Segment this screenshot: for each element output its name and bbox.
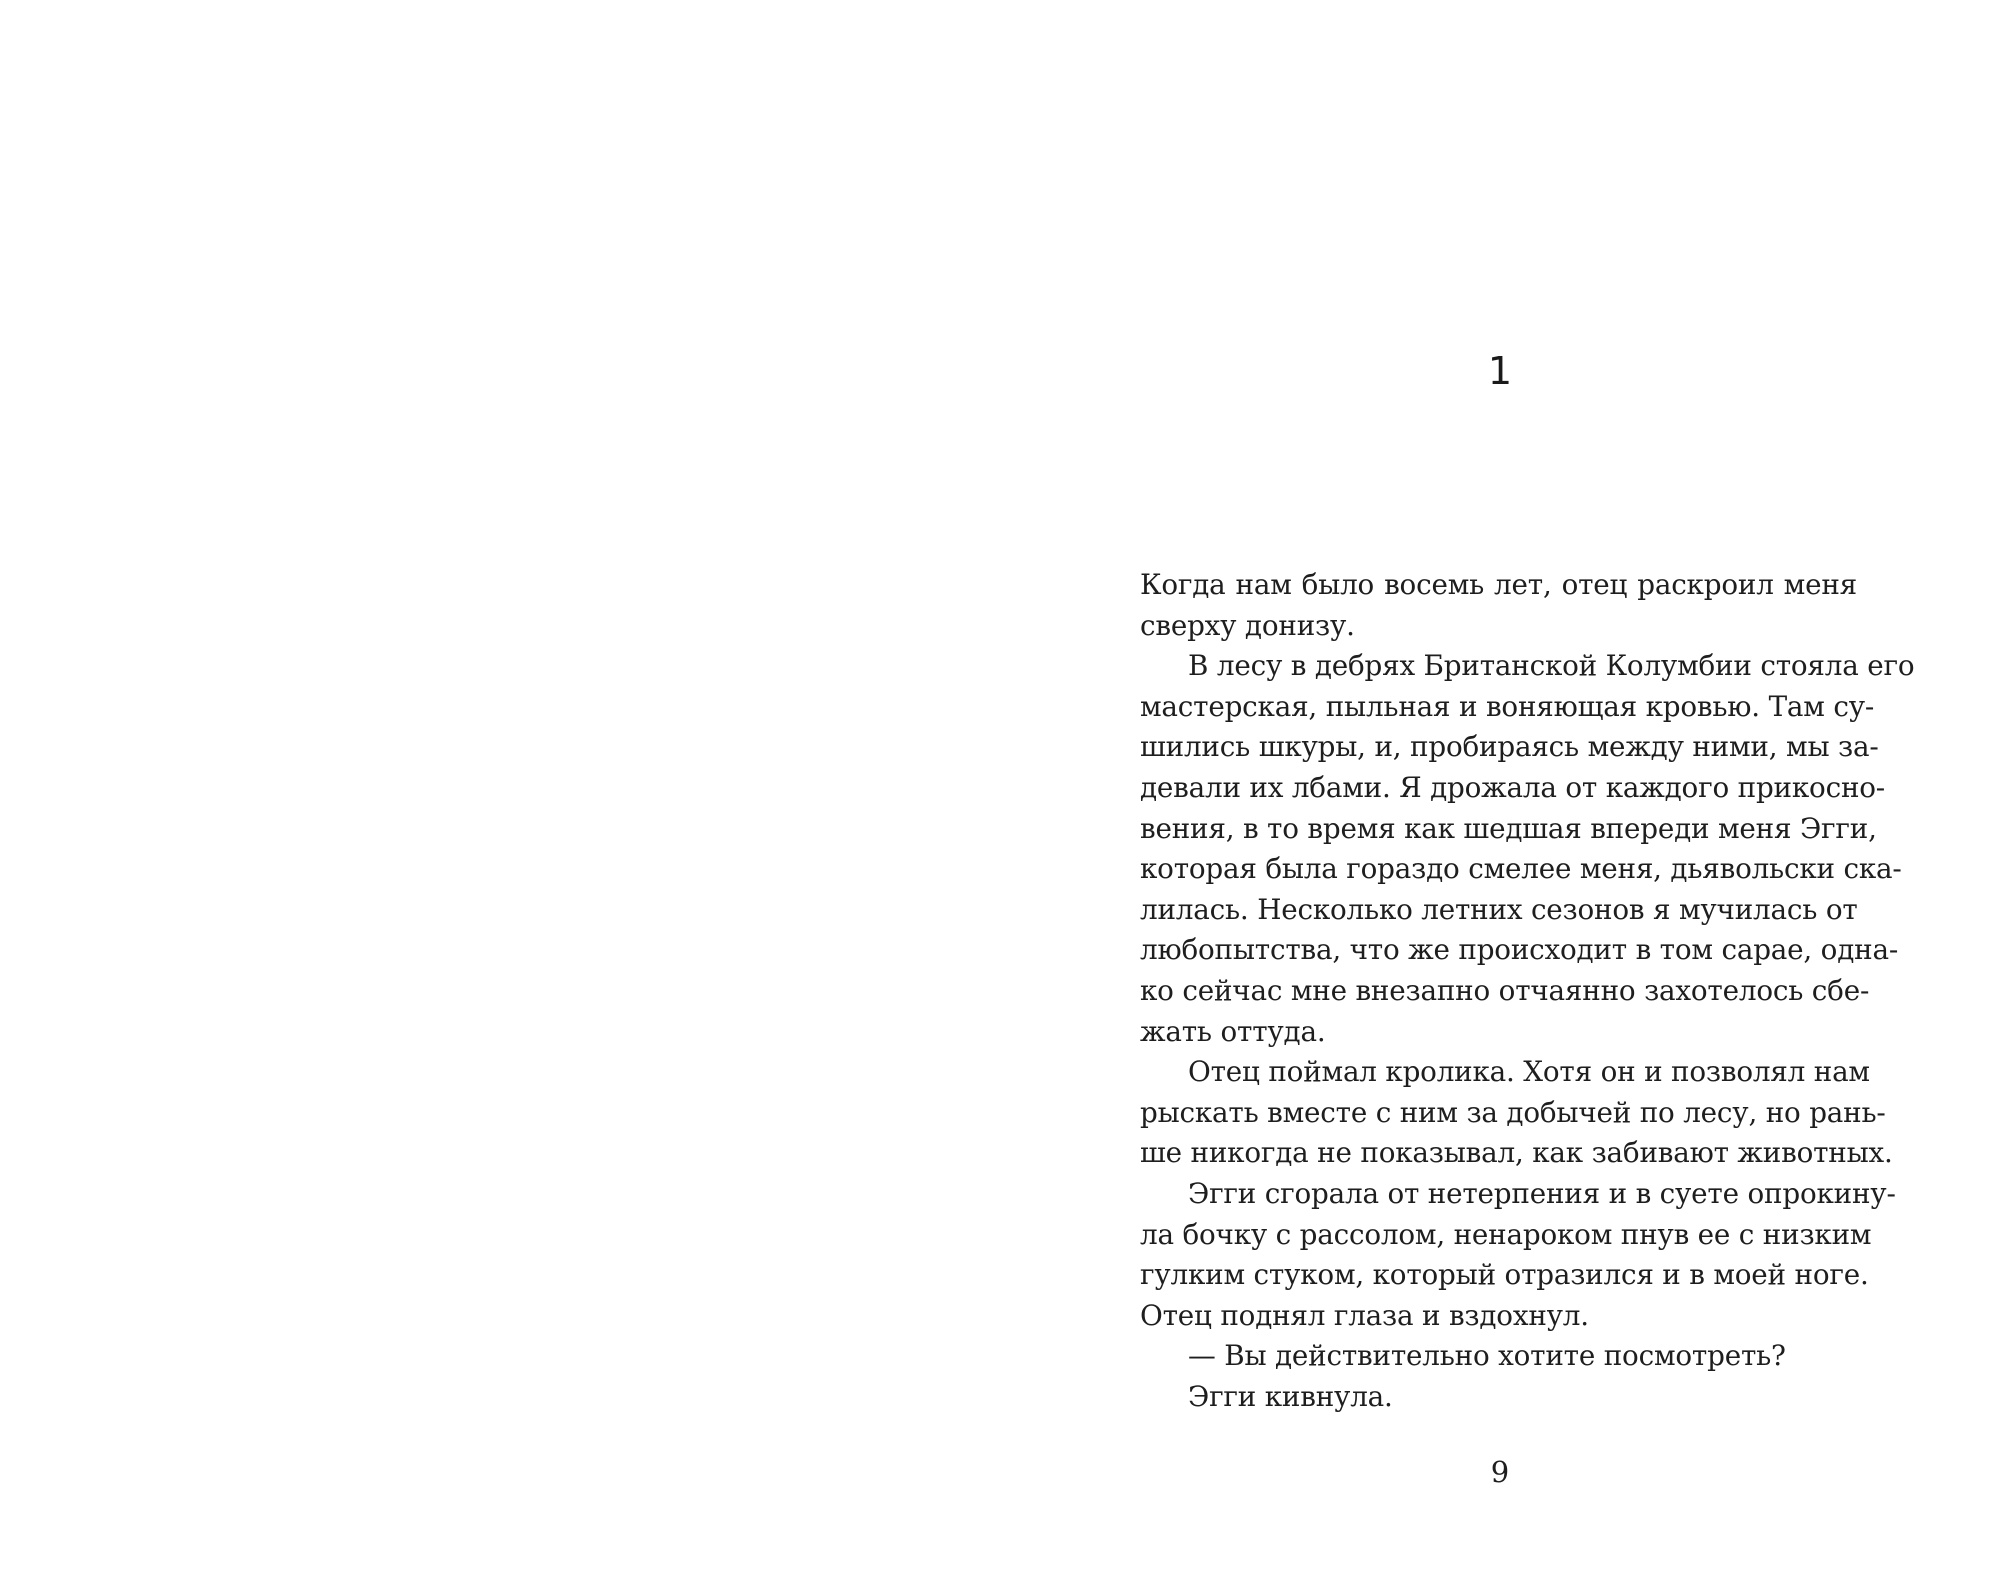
text-line: Отец поймал кролика. Хотя он и позволял нам — [1188, 1055, 1870, 1089]
text-line: лилась. Несколько летних сезонов я мучилась от — [1140, 892, 1858, 926]
text-line: жать оттуда. — [1140, 1014, 1326, 1048]
text-line: Когда нам было восемь лет, отец раскроил меня — [1140, 568, 1857, 601]
text-line: девали их лбами. Я дрожала от каждого прикосно- — [1140, 770, 1885, 804]
text-line: Эгги сгорала от нетерпения и в суете опрокину- — [1188, 1176, 1896, 1210]
text-line: сверху донизу. — [1140, 608, 1355, 642]
text-line: которая была гораздо смелее меня, дьявольски ска- — [1140, 852, 1902, 886]
text-line: мастерская, пыльная и воняющая кровью. Там су- — [1140, 689, 1875, 723]
text-line: гулким стуком, который отразился и в моей ноге. — [1140, 1258, 1869, 1292]
text-line: — Вы действительно хотите посмотреть? — [1188, 1339, 1786, 1373]
text-line: Эгги кивнула. — [1188, 1379, 1393, 1413]
text-line: ла бочку с рассолом, ненароком пнув ее с низким — [1140, 1217, 1872, 1251]
text-line: шились шкуры, и, пробираясь между ними, мы за- — [1140, 730, 1879, 764]
text-line: любопытства, что же происходит в том сарае, одна- — [1140, 933, 1899, 967]
text-line: ше никогда не показывал, как забивают животных. — [1140, 1136, 1893, 1170]
body-text — [1140, 565, 1915, 1417]
text-line: рыскать вместе с ним за добычей по лесу, но рань- — [1140, 1095, 1886, 1129]
chapter-number: 1 — [1487, 349, 1513, 393]
text-line: В лесу в дебрях Британской Колумбии стояла его — [1188, 649, 1915, 683]
page-number: 9 — [1490, 1455, 1510, 1489]
text-line: Отец поднял глаза и вздохнул. — [1140, 1298, 1589, 1332]
text-line: вения, в то время как шедшая впереди меня Эгги, — [1140, 811, 1877, 845]
text-line: ко сейчас мне внезапно отчаянно захотелось сбе- — [1140, 973, 1870, 1007]
